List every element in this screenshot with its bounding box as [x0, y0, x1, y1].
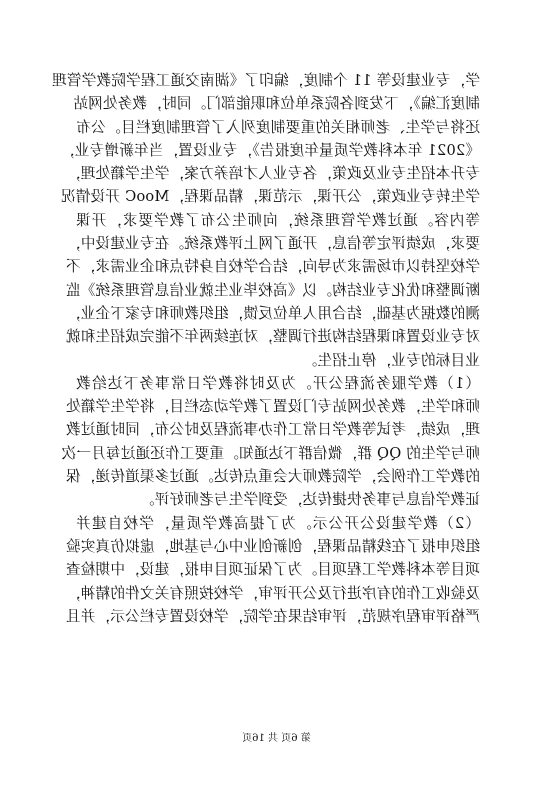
text-line: 师与学生的 QQ 群，微信群下达通知。重要工作还通过每月一次 — [61, 444, 480, 462]
text-line: 学校坚持以市场需求为导向，结合学校自身特点和企业需求，不 — [65, 258, 480, 276]
text-line: 组织申报了在线精品课程，创新创业中心与基地，虚拟仿真实验 — [65, 537, 480, 555]
text-line: 测的数据为基础，结合用人单位反馈，组织教师和专家下企业， — [65, 304, 480, 322]
text-line: 项目等本科教学工程项目。为了保证项目申报，建设，中期检查 — [65, 561, 480, 579]
text-line: 及验收工作的有序进行及公开评审，学校按照有关文件的精神， — [65, 584, 480, 602]
text-line: 严格评审程序规范，评审结果在学院，学校设置专栏公示，并且 — [65, 607, 480, 625]
text-line: 断调整和优化专业结构。以《高校毕业生就业信息管理系统》监 — [65, 281, 480, 299]
text-line: 要求，成绩评定等信息，开通了网上评教系统。在专业建设中， — [65, 235, 480, 253]
text-line: （1）教学服务流程公开。为及时将教学日常事务下达给教 — [76, 374, 480, 392]
text-line: 的教学工作例会，学院教师大会重点传达。通过多渠道传递，保 — [65, 468, 480, 486]
text-line: 《2021 年本科教学质量年度报告》，专业设置，当年新增专业， — [59, 141, 480, 159]
text-line: 还将与学生、老师相关的重要制度列入了管理制度栏目。公布 — [76, 118, 480, 136]
text-line: 学，专业建设等 11 个制度，编印了《湖南交通工程学院教学管理 — [51, 72, 480, 89]
text-line: 理，成绩，考试等教学日常工作办事流程及时公布，同时通过教 — [65, 421, 480, 439]
text-line: （2）教学建设公开公示。为了提高教学质量，学校自建并 — [76, 514, 480, 532]
text-line: 证教学信息与事务快捷传达，受到学生与老师好评。 — [139, 491, 480, 509]
text-line: 对专业设置和课程结构进行调整，对连续两年不能完成招生和就 — [65, 328, 480, 346]
text-line: 业目标的专业，停止招生。 — [302, 351, 480, 369]
text-line: 专升本招生专业及政策，各专业人才培养方案，学生学籍处理， — [65, 165, 480, 183]
text-line: 学生转专业政策，公开课，示范课，精品课程，MooC 开设情况 — [60, 188, 480, 206]
text-line: 师和学生，教务处网站专门设置了教学动态栏目，将学生学籍处 — [65, 398, 480, 416]
page-footer: 第 6页 共 16页 — [242, 733, 311, 744]
body-text — [51, 69, 480, 628]
text-line: 制度汇编》，下发到各院系单位和职能部门。同时，教务处网站 — [73, 95, 480, 113]
text-line: 等内容。通过教学管理系统，向师生公布了教学要求，开课 — [76, 211, 480, 229]
